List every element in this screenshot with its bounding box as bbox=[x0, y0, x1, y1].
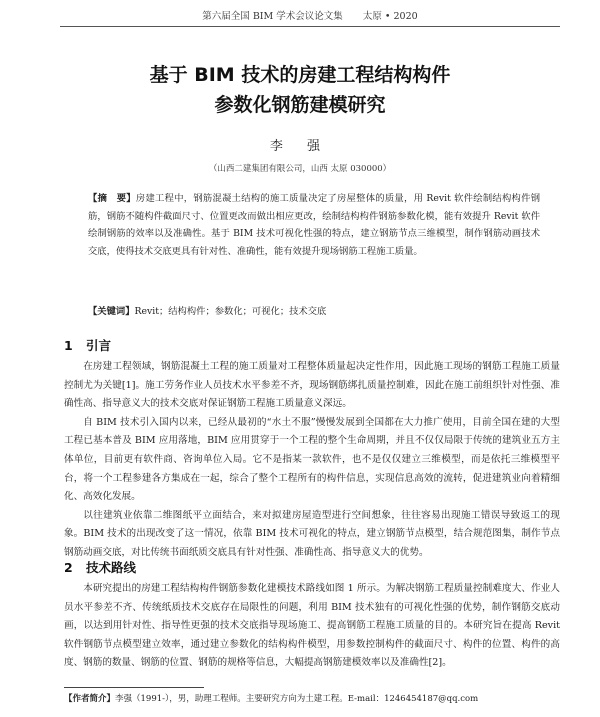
running-header bbox=[60, 8, 560, 27]
footnote-text: 李强（1991-），男，助理工程师。主要研究方向为土建工程。E-mail：1246454187@qq.com bbox=[115, 694, 479, 704]
section-1-body bbox=[64, 358, 560, 563]
section-1-title: 引言 bbox=[86, 338, 112, 353]
paragraph: 本研究提出的房建工程结构构件钢筋参数化建模技术路线如图 1 所示。为解决钢筋工程质量控制难度大、作业人员水平参差不齐、传统纸质技术交底存在局限性的问题，利用 BIM 技术独有的可视化性强的优势，制作钢筋交底动画，以达到用针对性、指导性更强的技术交底指导现场施工、提高钢筋工程施工质量的目的。本研究旨在提高 Revit 软件钢筋节点模型建立效率，通过建立参数化的结构构件模型，用参数控制构件的截面尺寸、构件的位置、构件的高度、钢筋的数量、钢筋的位置、钢筋的规格等信息，大幅提高钢筋建模效率以及准确性[2]。 bbox=[64, 583, 560, 669]
keywords bbox=[88, 304, 540, 320]
header-conference: 第六届全国 BIM 学术会议论文集 bbox=[202, 11, 343, 22]
keywords-text: Revit；结构构件；参数化；可视化；技术交底 bbox=[134, 306, 327, 317]
abstract bbox=[88, 190, 540, 260]
title-line-2: 参数化钢筋建模研究 bbox=[214, 94, 386, 116]
section-1-number: 1 bbox=[64, 338, 73, 353]
section-heading-2 bbox=[64, 558, 136, 576]
section-2-number: 2 bbox=[64, 560, 73, 575]
header-location-date: 太原 • 2020 bbox=[362, 11, 418, 22]
section-2-body bbox=[64, 580, 560, 673]
paper-title bbox=[40, 60, 560, 120]
title-line-1: 基于 BIM 技术的房建工程结构构件 bbox=[149, 64, 451, 86]
keywords-label: 【关键词】 bbox=[88, 306, 135, 317]
abstract-text: 房建工程中，钢筋混凝土结构的施工质量决定了房屋整体的质量，用 Revit 软件绘制结构构件钢筋，钢筋不随构件截面尺寸、位置更改而做出相应更改，绘制结构构件钢筋参数化模，能有效提升 Revit 软件绘制钢筋的效率以及准确性。基于 BIM 技术可视化性强的特点，建立钢筋节点三维模型，制作钢筋动画技术交底，使得技术交底更具有针对性、准确性，能有效提升现场钢筋工程施工质量。 bbox=[88, 193, 540, 257]
section-heading-1 bbox=[64, 336, 111, 354]
footnote-divider bbox=[64, 687, 204, 688]
paragraph: 以往建筑业依靠二维图纸平立面结合，来对拟建房屋造型进行空间想象，往往容易出现施工错误导致返工的现象。BIM 技术的出现改变了这一情况，依靠 BIM 技术可视化的特点，建立钢筋节点模型，结合规范图集，制作节点钢筋动画交底，对比传统书面纸质交底具有针对性强、准确性高、指导意义大的优势。 bbox=[64, 509, 560, 558]
paragraph: 自 BIM 技术引入国内以来，已经从最初的“水土不服”慢慢发展到全国都在大力推广使用，目前全国在建的大型工程已基本普及 BIM 应用落地，BIM 应用贯穿于一个工程的整个生命周期，并且不仅仅局限于传统的建筑业五方主体单位，目前更有软件商、咨询单位入局。它不是指某一款软件，也不是仅仅建立三维模型，而是依托三维模型平台，将一个工程参建各方集成在一起，综合了整个工程所有的构件信息，实现信息高效的流转，促进建筑业向着精细化、高效化发展。 bbox=[64, 416, 560, 503]
footnote-label: 【作者简介】 bbox=[64, 694, 116, 704]
author-name: 李 强 bbox=[269, 139, 331, 154]
paragraph: 在房建工程领域，钢筋混凝土工程的施工质量对工程整体质量起决定性作用，因此施工现场的钢筋工程施工质量控制尤为关键[1]。施工劳务作业人员技术水平参差不齐，现场钢筋绑扎质量控制难，因此在施工前组织针对性强、准确性高、指导意义大的技术交底对保证钢筋工程施工质量意义深远。 bbox=[64, 361, 560, 410]
author-footnote bbox=[64, 692, 560, 706]
abstract-label: 【摘 要】 bbox=[88, 193, 136, 204]
section-2-title: 技术路线 bbox=[86, 560, 137, 575]
author-affiliation: （山西二建集团有限公司，山西 太原 030000） bbox=[208, 164, 392, 174]
